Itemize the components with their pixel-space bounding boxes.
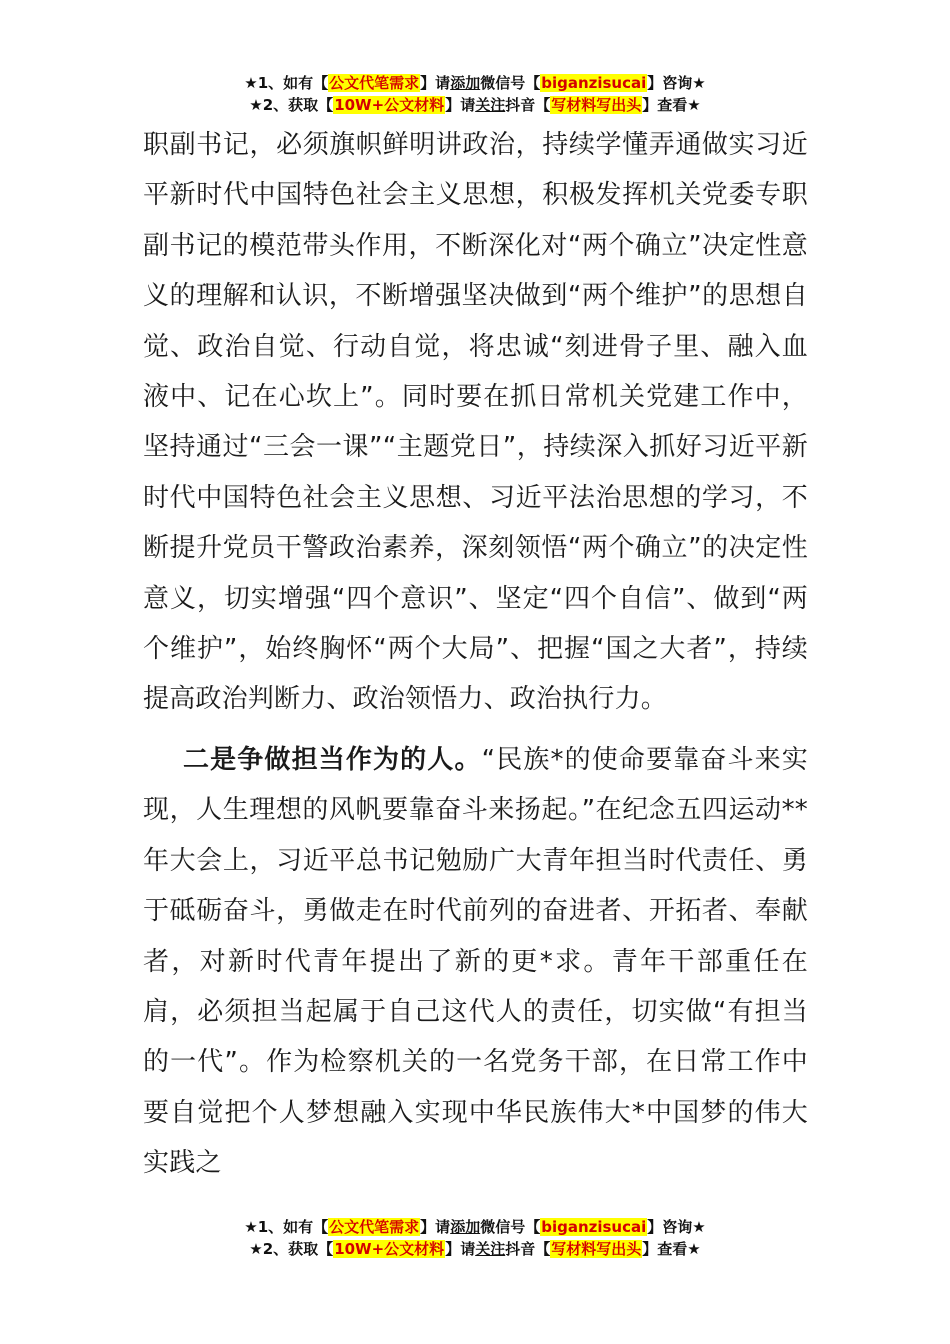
highlight-materials: 10W+公文材料 [334, 1240, 445, 1258]
footer-line-1: ★1、如有【公文代笔需求】请添加微信号【biganzisucai】咨询★ [244, 1218, 706, 1236]
highlight-wechat-id: biganzisucai [541, 74, 647, 92]
header-banner [0, 72, 950, 116]
highlight-service: 公文代笔需求 [329, 1218, 420, 1236]
body-paragraph-2 [143, 735, 808, 1189]
header-line-2: ★2、获取【10W+公文材料】请关注抖音【写材料写出头】查看★ [249, 96, 701, 114]
highlight-service: 公文代笔需求 [329, 74, 420, 92]
body-paragraph-1: 职副书记，必须旗帜鲜明讲政治，持续学懂弄通做实习近平新时代中国特色社会主义思想，积极发挥机关党委专职副书记的模范带头作用，不断深化对“两个确立”决定性意义的理解和认识，不断增强坚决做到“两个维护”的思想自觉、政治自觉、行动自觉，将忠诚“刻进骨子里、融入血液中、记在心坎上”。同时要在抓日常机关党建工作中，坚持通过“三会一课”“主题党日”，持续深入抓好习近平新时代中国特色社会主义思想、习近平法治思想的学习，不断提升党员干警政治素养，深刻领悟“两个确立”的决定性意义，切实增强“四个意识”、坚定“四个自信”、做到“两个维护”，始终胸怀“两个大局”、把握“国之大者”，持续提高政治判断力、政治领悟力、政治执行力。 [143, 130, 808, 715]
highlight-douyin-account: 写材料写出头 [551, 96, 642, 114]
header-line-1: ★1、如有【公文代笔需求】请添加微信号【biganzisucai】咨询★ [244, 74, 706, 92]
document-body [143, 120, 808, 1189]
footer-line-2: ★2、获取【10W+公文材料】请关注抖音【写材料写出头】查看★ [249, 1240, 701, 1258]
paragraph-2-text: “民族*的使命要靠奋斗来实现，人生理想的风帆要靠奋斗来扬起。”在纪念五四运动**年大会上，习近平总书记勉励广大青年担当时代责任、勇于砥砺奋斗，勇做走在时代前列的奋进者、开拓者、奉献者，对新时代青年提出了新的更*求。青年干部重任在肩，必须担当起属于自己这代人的责任，切实做“有担当的一代”。作为检察机关的一名党务干部，在日常工作中要自觉把个人梦想融入实现中华民族伟大*中国梦的伟大实践之 [143, 744, 808, 1179]
highlight-wechat-id: biganzisucai [541, 1218, 647, 1236]
highlight-materials: 10W+公文材料 [334, 96, 445, 114]
footer-banner [0, 1216, 950, 1260]
highlight-douyin-account: 写材料写出头 [551, 1240, 642, 1258]
paragraph-lead-heading: 二是争做担当作为的人。 [183, 744, 482, 775]
